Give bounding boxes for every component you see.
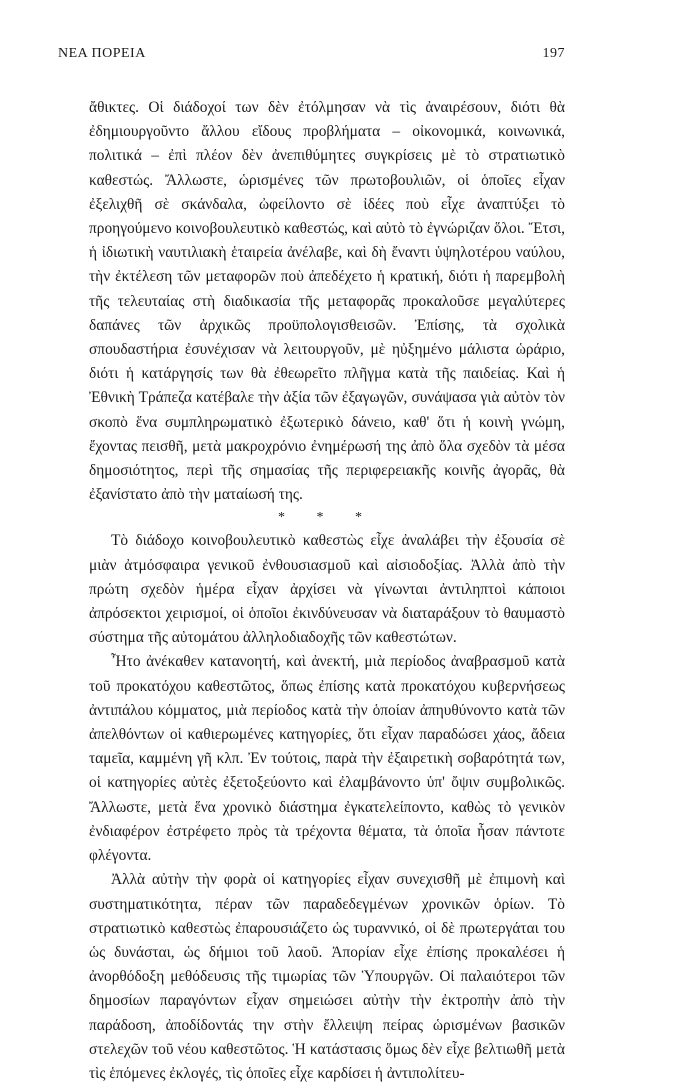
running-header (58, 46, 565, 62)
running-title: ΝΕΑ ΠΟΡΕΙΑ (58, 46, 146, 61)
paragraph: Ἀλλὰ αὐτὴν τὴν φορὰ οἱ κατηγορίες εἶχαν συνεχισθῆ μὲ ἐπιμονὴ καὶ συστηματικότητα, πέραν τῶν παραδεδεγμένων χρονικῶν ὁρίων. Τὸ στρατιωτικὸ καθεστὼς ἐπαρουσιάζετο ὡς τυραννικό, οἱ δὲ πρωτεργάται του ὡς δυνάσται, ὡς δήμιοι τοῦ λαοῦ. Ἀπορίαν εἶχε ἐπίσης προκαλέσει ἡ ἀνορθόδοξη μεθόδευσις τῆς τιμωρίας τῶν Ὑπουργῶν. Οἱ παλαιότεροι τῶν δημοσίων παραγόντων εἶχαν σημειώσει αὐτὴν τὴν ἐκτροπὴν ἀπὸ τὴν παράδοση, ἀποδίδοντάς την στὴν ἔλλειψη πείρας ὡρισμένων βασικῶν στελεχῶν τοῦ νέου καθεστῶτος. Ἡ κατάστασις ὅμως δὲν εἶχε βελτιωθῆ μετὰ τὶς ἑπόμενες ἐκλογές, τὶς ὁποῖες εἶχε καρδίσει ἡ ἀντιπολίτευ- (89, 871, 565, 1082)
page-body (89, 96, 565, 1086)
paragraph: Ἦτο ἀνέκαθεν κατανοητή, καὶ ἀνεκτή, μιὰ περίοδος ἀναβρασμοῦ κατὰ τοῦ προκατόχου καθεστῶτος, ὅπως ἐπίσης κατὰ προκατόχου κυβερνήσεως ἀντιπάλου κόμματος, μιὰ περίοδος κατὰ τὴν ὁποίαν ἀπηυθύνοντο κατὰ τῶν ἀπελθόντων οἱ καθιερωμένες κατηγορίες, ὅτι εἶχαν παραδώσει χάος, ἄδεια ταμεῖα, καμμένη γῆ κλπ. Ἐν τούτοις, παρὰ τὴν ἐξαιρετικὴ σοβαρότητά των, οἱ κατηγορίες αὐτὲς ἐξετοξεύοντο καὶ ἐλαμβάνοντο ὑπ' ὄψιν συμβολικῶς. Ἄλλωστε, μετὰ ἕνα χρονικὸ διάστημα ἐγκατελείποντο, καθὼς τὸ γενικὸν ἐνδιαφέρον ἐστρέφετο πρὸς τὰ τρέχοντα θέματα, τὰ ὁποῖα ἦσαν πάντοτε φλέγοντα. (89, 653, 565, 865)
paragraph: ἄθικτες. Οἱ διάδοχοί των δὲν ἐτόλμησαν νὰ τὶς ἀναιρέσουν, διότι θὰ ἐδημιουργοῦντο ἄλλου εἴδους προβλήματα – οἰκονομικά, κοινωνικά, πολιτικά – ἐπὶ πλέον δὲν ἀνεπιθύμητες συγκρίσεις μὲ τὸ στρατιωτικὸ καθεστώς. Ἄλλωστε, ὡρισμένες τῶν πρωτοβουλιῶν, οἱ ὁποῖες εἶχαν ἐξελιχθῆ σὲ σκάνδαλα, ὠφείλοντο σὲ ἰδέες ποὺ εἶχε ἀναπτύξει τὸ προηγούμενο κοινοβουλευτικὸ καθεστώς, καὶ αὐτὸ τὸ ἐγνώριζαν ὅλοι. Ἔτσι, ἡ ἰδιωτικὴ ναυτιλιακὴ ἑταιρεία ἀνέλαβε, καὶ δὴ ἔναντι ὑψηλοτέρου ναύλου, τὴν ἐκτέλεση τῶν μεταφορῶν ποὺ ἀπεδέχετο ἡ κρατική, διότι ἡ παρεμβολὴ τῆς τελευταίας στὴ διαδικασία τῆς μεταφορᾶς προκαλοῦσε μεγαλύτερες δαπάνες τῶν ἀρχικῶς προϋπολογισθεισῶν. Ἐπίσης, τὰ σχολικὰ σπουδαστήρια ἐσυνέχισαν νὰ λειτουργοῦν, μὲ ηὐξημένο μάλιστα ὡράριο, διότι ἡ κατάργησίς των θὰ ἐθεωρεῖτο πλῆγμα κατὰ τῆς παιδείας. Καὶ ἡ Ἐθνικὴ Τράπεζα κατέβαλε τὴν ἀξία τῶν ἐξαγωγῶν, συνάψασα γιὰ αὐτὸν τὸν σκοπὸ ἕνα συμπληρωματικὸ ἐξωτερικὸ δάνειο, καθ' ὅτι ἡ κοινὴ γνώμη, ἔχοντας πεισθῆ, μετὰ μακροχρόνιο ἐνημέρωσή της ἀπὸ ὅλα σχεδὸν τὰ μέσα δημοσιότητος, περὶ τῆς σημασίας τῆς περιφερειακῆς κοινῆς ἀγορᾶς, θὰ ἐξανίστατο ἀπὸ τὴν ματαίωσή της. (89, 99, 565, 504)
paragraph: Τὸ διάδοχο κοινοβουλευτικὸ καθεστὼς εἶχε ἀναλάβει τὴν ἐξουσία σὲ μιὰν ἀτμόσφαιρα γενικοῦ ἐνθουσιασμοῦ καὶ αἰσιοδοξίας. Ἀλλὰ ἀπὸ τὴν πρώτη σχεδὸν ἡμέρα εἶχαν ἀρχίσει νὰ γίνωνται ἀντιληπτοὶ κάποιοι ἀπρόσεκτοι χειρισμοί, οἱ ὁποῖοι ἐκινδύνευσαν νὰ διαταράξουν τὸ θαυμαστὸ σύστημα τῆς αὐτομάτου ἀλληλοδιαδοχῆς τῶν καθεστώτων. (89, 532, 565, 647)
page-number: 197 (542, 46, 565, 61)
section-separator: * * * (278, 510, 376, 526)
